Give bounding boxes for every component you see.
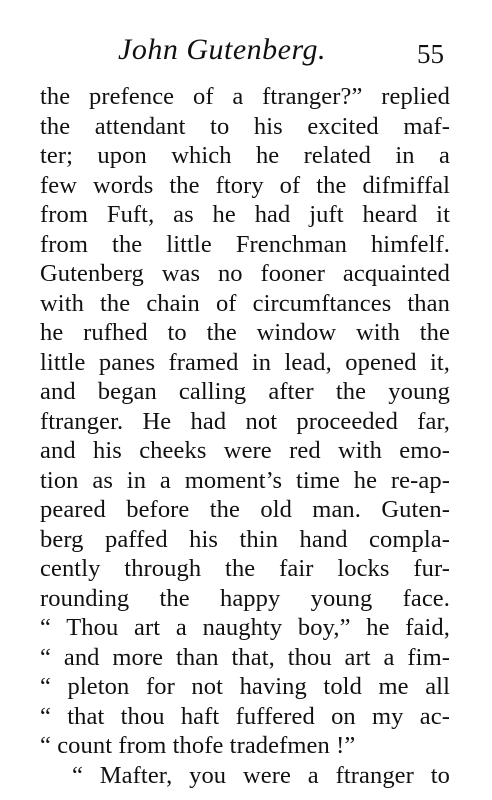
text-line: and his cheeks were red with emo- bbox=[40, 437, 450, 464]
text-line: “ and more than that, thou art a fim- bbox=[40, 643, 450, 671]
text-line: tion as in a moment’s time he re-ap- bbox=[40, 466, 450, 494]
text-line: few words the ftory of the difmiffal bbox=[40, 171, 450, 199]
text-line: peared before the old man. Guten- bbox=[40, 496, 450, 523]
text-line: “ that thou haft fuffered on my ac- bbox=[40, 702, 450, 730]
text-line: ter; upon which he related in a bbox=[40, 142, 450, 169]
text-line: the attendant to his excited maf- bbox=[40, 112, 450, 140]
text-line: from Fuft, as he had juft heard it bbox=[40, 201, 450, 228]
text-line: Gutenberg was no fooner acquainted bbox=[40, 260, 450, 287]
page-number: 55 bbox=[417, 39, 444, 69]
text-line: ftranger. He had not proceeded far, bbox=[40, 407, 450, 435]
text-line: rounding the happy young face. bbox=[40, 584, 450, 612]
text-line: “ pleton for not having told me all bbox=[40, 673, 450, 700]
text-line: he rufhed to the window with the bbox=[40, 319, 450, 346]
running-title: John Gutenberg. bbox=[118, 33, 327, 66]
text-line: “ Mafter, you were a ftranger to bbox=[72, 761, 450, 789]
text-line: and began calling after the young bbox=[40, 378, 450, 405]
page-header bbox=[0, 30, 492, 74]
text-line: little panes framed in lead, opened it, bbox=[40, 348, 450, 376]
text-line: from the little Frenchman himfelf. bbox=[40, 230, 450, 258]
text-line: “ Thou art a naughty boy,” he faid, bbox=[40, 614, 450, 641]
text-line: cently through the fair locks fur- bbox=[40, 555, 450, 582]
text-line: “ count from thofe tradefmen !” bbox=[40, 732, 356, 759]
body-text bbox=[40, 82, 450, 790]
text-line: with the chain of circumftances than bbox=[40, 289, 450, 317]
text-line: the prefence of a ftranger?” replied bbox=[40, 83, 450, 110]
text-line: berg paffed his thin hand compla- bbox=[40, 525, 450, 553]
